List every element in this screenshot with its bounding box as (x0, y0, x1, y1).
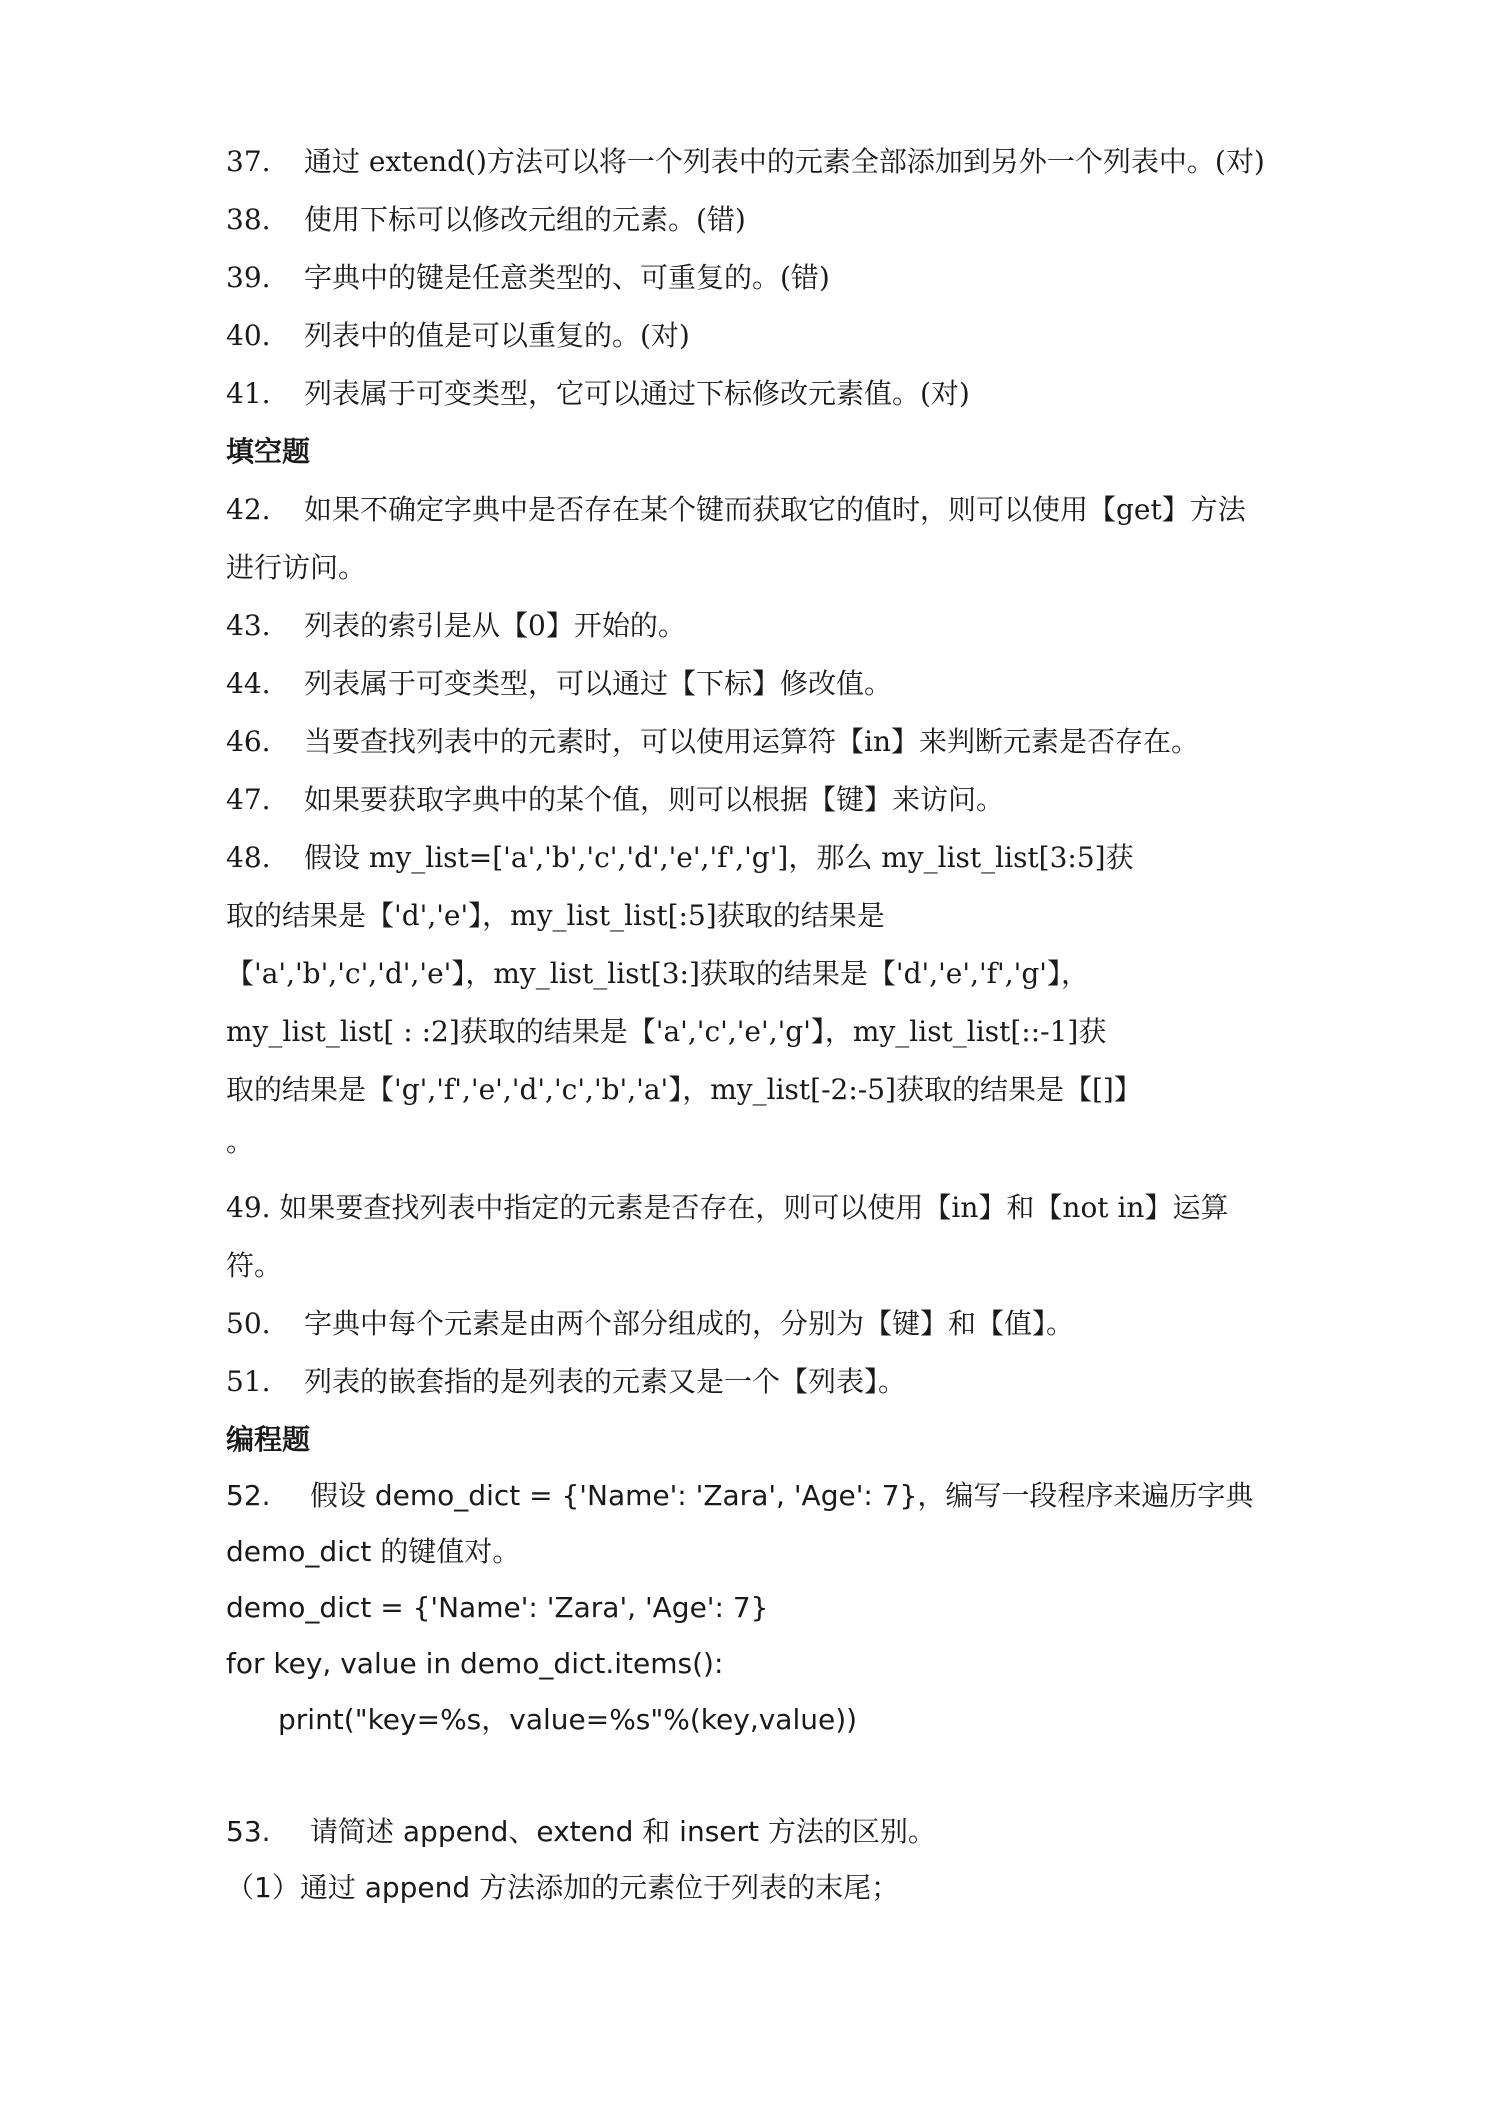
question-number: 46. (226, 725, 271, 758)
question-53 (226, 1814, 1376, 1850)
question-number: 51. (226, 1365, 271, 1398)
question-number: 39. (226, 261, 271, 294)
question-39 (226, 260, 1376, 296)
question-number: 40. (226, 319, 271, 352)
question-number: 43. (226, 609, 271, 642)
question-53-item-1: （1）通过 append 方法添加的元素位于列表的末尾； (226, 1871, 900, 1904)
question-text: 列表属于可变类型，它可以通过下标修改元素值。(对) (304, 377, 970, 410)
question-48-line-2: 取的结果是【'd','e'】，my_list_list[:5]获取的结果是 (226, 899, 885, 932)
question-49-continued: 符。 (226, 1249, 283, 1282)
question-number: 38. (226, 203, 271, 236)
question-text: 假设 my_list=['a','b','c','d','e','f','g']，那么 my_list_list[3:5]获 (304, 841, 1134, 874)
question-48-line-6: 。 (226, 1125, 255, 1158)
question-48 (226, 840, 1376, 876)
question-43 (226, 608, 1376, 644)
question-46 (226, 724, 1376, 760)
question-number: 47. (226, 783, 271, 816)
question-text: 当要查找列表中的元素时，可以使用运算符【in】来判断元素是否存在。 (304, 725, 1199, 758)
question-number: 37. (226, 145, 271, 178)
question-text: 字典中的键是任意类型的、可重复的。(错) (304, 261, 830, 294)
question-48-line-3: 【'a','b','c','d','e'】，my_list_list[3:]获取的结果是【'd','e','f','g'】， (226, 957, 1089, 990)
question-40 (226, 318, 1376, 354)
question-number: 41. (226, 377, 271, 410)
section-heading-programming: 编程题 (226, 1423, 311, 1456)
question-text: 列表中的值是可以重复的。(对) (304, 319, 690, 352)
question-text: 请简述 append、extend 和 insert 方法的区别。 (310, 1815, 936, 1848)
code-line-1: demo_dict = {'Name': 'Zara', 'Age': 7} (226, 1591, 769, 1624)
question-number: 48. (226, 841, 271, 874)
question-number: 42. (226, 493, 271, 526)
question-47 (226, 782, 1376, 818)
question-48-line-5: 取的结果是【'g','f','e','d','c','b','a'】，my_list[-2:-5]获取的结果是【[]】 (226, 1073, 1142, 1106)
question-text: 假设 demo_dict = {'Name': 'Zara', 'Age': 7}，编写一段程序来遍历字典 (310, 1479, 1254, 1512)
question-number: 44. (226, 667, 271, 700)
question-49: 49. 如果要查找列表中指定的元素是否存在，则可以使用【in】和【not in】运算 (226, 1191, 1229, 1224)
question-text: 如果不确定字典中是否存在某个键而获取它的值时，则可以使用【get】方法 (304, 493, 1246, 526)
question-51 (226, 1364, 1376, 1400)
question-number: 52. (226, 1479, 271, 1512)
question-37 (226, 144, 1376, 180)
question-52-continued: demo_dict 的键值对。 (226, 1535, 521, 1568)
question-42 (226, 492, 1376, 528)
question-44 (226, 666, 1376, 702)
question-text: 通过 extend()方法可以将一个列表中的元素全部添加到另外一个列表中。(对) (304, 145, 1265, 178)
question-text: 字典中每个元素是由两个部分组成的，分别为【键】和【值】。 (304, 1307, 1075, 1340)
section-heading-fill: 填空题 (226, 435, 311, 468)
question-number: 50. (226, 1307, 271, 1340)
question-text: 列表的嵌套指的是列表的元素又是一个【列表】。 (304, 1365, 907, 1398)
question-38 (226, 202, 1376, 238)
code-line-2: for key, value in demo_dict.items(): (226, 1647, 724, 1680)
question-number: 53. (226, 1815, 271, 1848)
question-41 (226, 376, 1376, 412)
question-52 (226, 1478, 1376, 1514)
code-line-3: print("key=%s，value=%s"%(key,value)) (278, 1703, 858, 1736)
question-text: 列表的索引是从【0】开始的。 (304, 609, 686, 642)
question-50 (226, 1306, 1376, 1342)
question-42-continued: 进行访问。 (226, 551, 367, 584)
question-text: 列表属于可变类型，可以通过【下标】修改值。 (304, 667, 893, 700)
question-text: 如果要获取字典中的某个值，则可以根据【键】来访问。 (304, 783, 1005, 816)
question-text: 使用下标可以修改元组的元素。(错) (304, 203, 746, 236)
question-48-line-4: my_list_list[ : :2]获取的结果是【'a','c','e','g'】，my_list_list[::-1]获 (226, 1015, 1107, 1048)
